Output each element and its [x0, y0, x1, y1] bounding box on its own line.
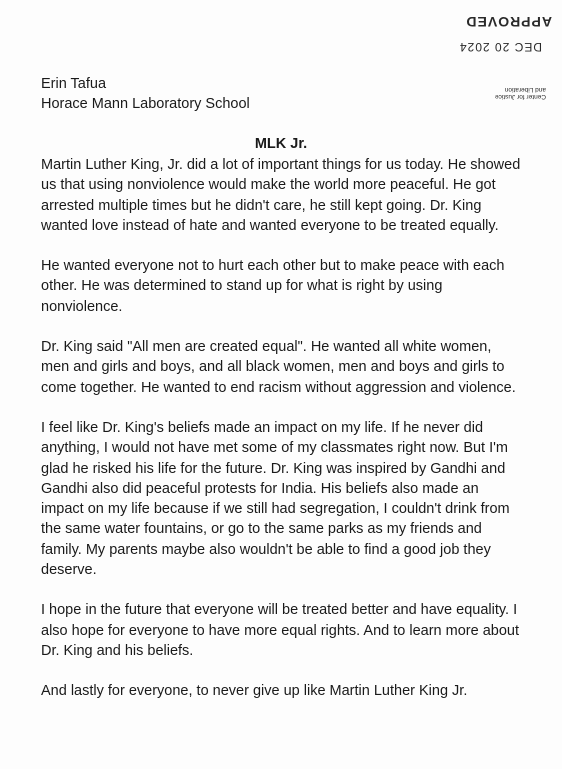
- essay-closing: And lastly for everyone, to never give up like Martin Luther King Jr.: [41, 683, 468, 700]
- author-block: [41, 74, 250, 114]
- essay-paragraph: He wanted everyone not to hurt each other but to make peace with each other. He was determined to stand up for what is right by using nonviolence.: [41, 258, 505, 315]
- approval-stamp: [440, 14, 552, 100]
- stamp-status: APPROVED: [465, 14, 552, 30]
- essay-paragraph: Martin Luther King, Jr. did a lot of important things for us today. He showed us that using nonviolence would make the world more peaceful. He got arrested multiple times but he didn't care, he still kept going. Dr. King wanted love instead of hate and wanted everyone to be treated equally.: [41, 157, 521, 234]
- essay-paragraph: I feel like Dr. King's beliefs made an impact on my life. If he never did anything, I would not have met some of my classmates right now. But I'm glad he risked his life for the future. Dr. King was inspired by Gandhi and Gandhi also did peaceful protests for India. His beliefs also made an impact on my life because if we still had segregation, I couldn't drink from the same water fountains, or go to the same parks as my friends and family. My parents maybe also wouldn't be able to find a good job they deserve.: [41, 419, 510, 579]
- stamp-organization: [466, 86, 546, 100]
- stamp-date: DEC 20 2024: [458, 40, 542, 54]
- essay-paragraph: I hope in the future that everyone will be treated better and have equality. I also hope for everyone to have more equal rights. And to learn more about Dr. King and his beliefs.: [41, 602, 519, 659]
- essay-body: [41, 155, 523, 722]
- author-name: Erin Tafua: [41, 76, 107, 92]
- author-school: Horace Mann Laboratory School: [41, 96, 250, 112]
- essay-title: MLK Jr.: [254, 136, 308, 152]
- stamp-org-line1: Center for Justice: [495, 93, 546, 100]
- essay-paragraph: Dr. King said "All men are created equal". He wanted all white women, men and girls and boys, and all black women, men and boys and girls to come together. He wanted to end racism without aggression and violence.: [41, 339, 516, 396]
- stamp-org-line2: and Liberation: [504, 86, 546, 93]
